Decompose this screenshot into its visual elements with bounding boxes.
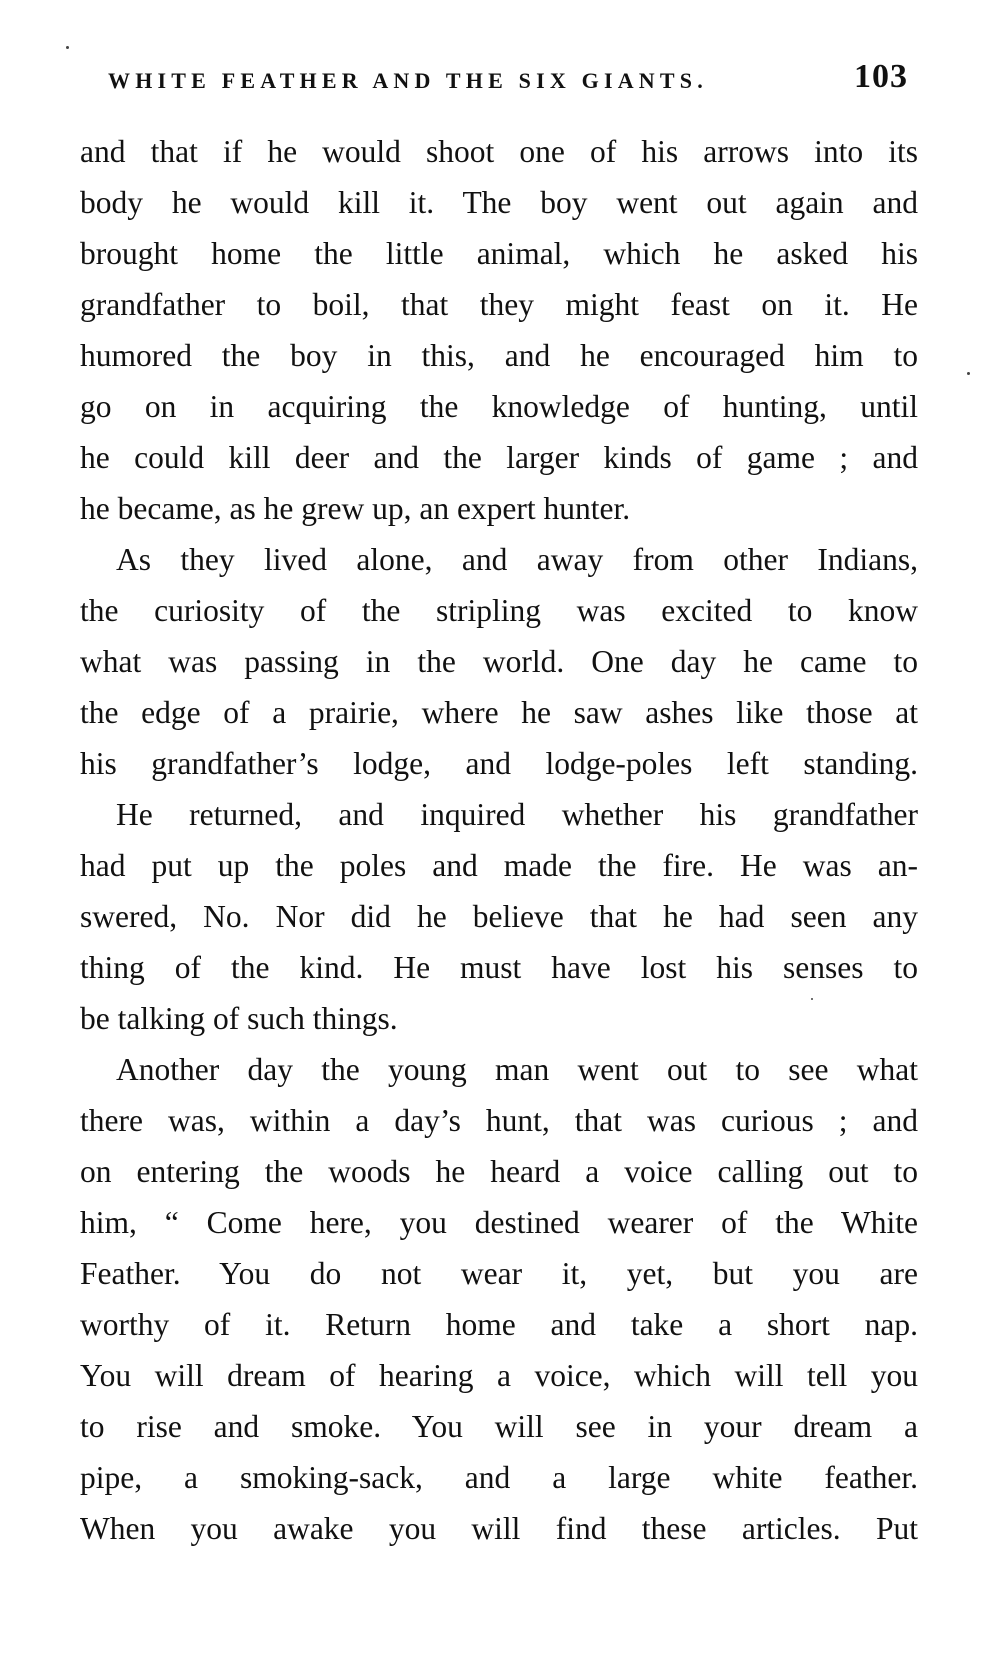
text-line: As they lived alone, and away from other Indians, [116, 542, 918, 577]
running-header [108, 52, 908, 112]
paragraph-2 [80, 534, 918, 789]
text-line: You will dream of hearing a voice, which will tell you [80, 1358, 918, 1393]
text-line: him, “ Come here, you destined wearer of the White [80, 1205, 918, 1240]
text-line: his grandfather’s lodge, and lodge-poles left standing. [80, 746, 918, 781]
print-speck [66, 46, 69, 49]
text-line: the edge of a prairie, where he saw ashes like those at [80, 695, 918, 730]
text-line: Another day the young man went out to see what [116, 1052, 918, 1087]
text-line: there was, within a day’s hunt, that was curious ; and [80, 1103, 918, 1138]
text-line: worthy of it. Return home and take a short nap. [80, 1307, 918, 1342]
paragraph-3 [80, 789, 918, 1044]
text-line: on entering the woods he heard a voice calling out to [80, 1154, 918, 1189]
text-line: body he would kill it. The boy went out again and [80, 185, 918, 220]
text-line: he could kill deer and the larger kinds of game ; and [80, 440, 918, 475]
text-line: to rise and smoke. You will see in your dream a [80, 1409, 918, 1444]
text-line: humored the boy in this, and he encouraged him to [80, 338, 918, 373]
text-line: He returned, and inquired whether his grandfather [116, 797, 918, 832]
text-line: When you awake you will find these articles. Put [80, 1511, 918, 1546]
print-speck [967, 372, 970, 375]
text-line: he became, as he grew up, an expert hunter. [80, 491, 631, 526]
text-line: and that if he would shoot one of his arrows into its [80, 134, 918, 169]
text-line: swered, No. Nor did he believe that he had seen any [80, 899, 918, 934]
running-title: WHITE FEATHER AND THE SIX GIANTS. [108, 68, 708, 93]
text-line: pipe, a smoking-sack, and a large white feather. [80, 1460, 918, 1495]
text-line: grandfather to boil, that they might feast on it. He [80, 287, 918, 322]
paragraph-1 [80, 126, 918, 534]
paragraph-4 [80, 1044, 918, 1554]
text-line: had put up the poles and made the fire. He was an- [80, 848, 918, 883]
text-line: be talking of such things. [80, 1001, 398, 1036]
text-line: thing of the kind. He must have lost his senses to [80, 950, 918, 985]
text-line: what was passing in the world. One day he came to [80, 644, 918, 679]
text-line: go on in acquiring the knowledge of hunting, until [80, 389, 918, 424]
text-line: Feather. You do not wear it, yet, but you are [80, 1256, 918, 1291]
page-number: 103 [854, 58, 908, 95]
text-line: the curiosity of the stripling was excited to know [80, 593, 918, 628]
print-speck [811, 998, 813, 1000]
text-line: brought home the little animal, which he asked his [80, 236, 918, 271]
